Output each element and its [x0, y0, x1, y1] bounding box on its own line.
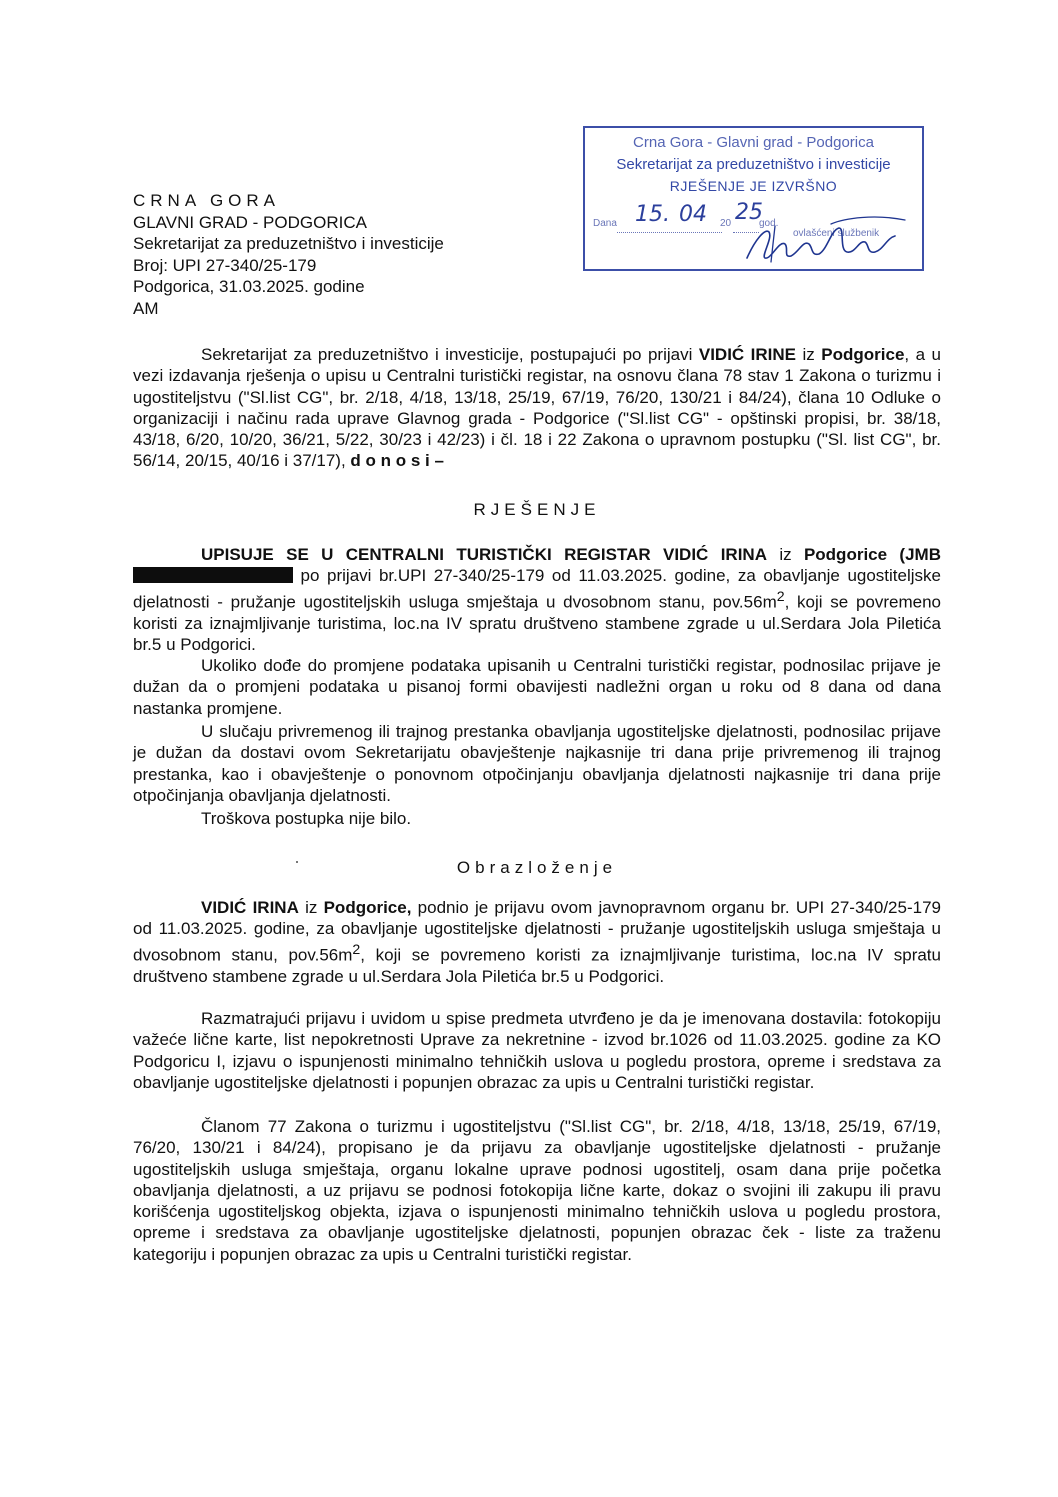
decision-text-3: , koji se povremeno koristi za iznajmljivanje turistima, loc.na IV spratu društveno stambene zgrade u ul.Serdara Jola Piletića br.5 u Podgorici.: [133, 592, 942, 654]
stamp-line-3: RJEŠENJE JE IZVRŠNO: [669, 178, 838, 194]
reasoning-text-3: , koji se povremeno koristi za iznajmljivanje turistima, loc.na IV spratu društveno stambene zgrade u ul.Serdara Jola Piletića br.5 u Podgorici.: [133, 945, 941, 986]
reasoning-text-p3: Članom 77 Zakona o turizmu i ugostiteljstvu ("Sl.list CG", br. 2/18, 4/18, 13/18, 25/19, 67/19, 76/20, 130/21 i 84/24), propisano je da prijavu za obavljanje ugostiteljske djelatnosti - pružanje ugostiteljskih usluga smještaja, organu lokalne uprave podnosi ugostitelj, osam dana prije početka obavljanja djelatnosti, a uz prijavu se podnosi fotokopija lične karte, dokaz o svojini ili zakupu ili pravu korišćenja ugostiteljskog objekta, izjava o ispunjenosti minimalno tehničkih uslova u pogledu prostora, opreme i sredstava za obavljanje ugostiteljske djelatnosti, popunjen obrazac ček - liste za traženu kategoriju i popunjen obrazac za upis u Centralni turistički registar.: [133, 1117, 941, 1264]
enforcement-stamp: [583, 126, 924, 271]
stamp-day: 15.: [635, 202, 670, 227]
decision-text-p2: Ukoliko dođe do promjene podataka upisanih u Centralni turistički registar, podnosilac prijave je dužan da o promjeni podataka u pisanoj formi obavijesti nadležni organ u roku od 8 dana od dana nastanka promjene.: [133, 656, 941, 718]
applicant-name: VIDIĆ IRINE: [698, 345, 797, 364]
reasoning-paragraph: [133, 897, 941, 987]
country-name: CRNA GORA: [133, 191, 281, 210]
applicant-place: Podgorice: [821, 345, 905, 364]
reasoning-text-1: iz: [298, 898, 324, 917]
intro-text-3: , a u vezi izdavanja rješenja o upisu u Centralni turistički registar, na osnovu člana 78 stav 1 Zakona o turizmu i ugostiteljstvu ("Sl.list CG", br. 2/18, 4/18, 13/18, 25/19, 67/19, 76/20, 130/21 i 84/24), člana 10 Odluke o organizaciji i načinu rada uprave Glavnog grada - Podgorice ("Sl.list CG" - opštinski propisi, br. 38/18, 43/18, 6/20, 10/20, 36/21, 5/22, 30/23 i 42/23) i čl. 18 i 22 Zakona o upravnom postupku ("Sl. list CG", br. 56/14, 20/15, 40/16 i 37/17),: [133, 345, 941, 471]
stamp-date-line: [617, 232, 722, 233]
redacted-jmb: [133, 567, 293, 583]
stamp-month: 04: [679, 202, 707, 227]
decision-superscript: 2: [776, 588, 785, 605]
reasoning-place: Podgorice,: [323, 898, 412, 917]
reasoning-title: Obrazloženje: [456, 858, 618, 877]
decision-place: Podgorice (JMB: [803, 545, 941, 564]
handwritten-signature: [735, 210, 915, 270]
department-name: Sekretarijat za preduzetništvo i investicije: [133, 234, 444, 253]
decision-paragraph: [133, 544, 941, 655]
case-number: Broj: UPI 27-340/25-179: [133, 255, 317, 275]
intro-text-1: Sekretarijat za preduzetništvo i investicije, postupajući po prijavi: [201, 345, 699, 364]
decision-text-p4: Troškova postupka nije bilo.: [201, 809, 412, 828]
decision-heading: UPISUJE SE U CENTRALNI TURISTIČKI REGISTAR VIDIĆ IRINA: [201, 545, 767, 564]
decision-text-2: po prijavi br.UPI 27-340/25-179 od 11.03.2025. godine, za obavljanje ugostiteljske djelatnosti - pružanje ugostiteljskih usluga smještaja u dvosobnom stanu, pov.56m: [133, 566, 941, 612]
reasoning-text-p2: Razmatrajući prijavu i uvidom u spise predmeta utvrđeno je da je imenovana dostavila: fotokopiju važeće lične karte, list nepokretnosti Uprave za nekretnine - izvod br.1026 od 11.03.2025. godine za KO Podgoricu I, izjavu o ispunjenosti minimalno tehničkih uslova u pogledu prostora, opreme i sredstava za obavljanje ugostiteljske djelatnosti i popunjen obrazac za upis u Centralni turistički registar.: [133, 1009, 941, 1092]
reasoning-text-2: podnio je prijavu ovom javnopravnom organu br. UPI 27-340/25-179 od 11.03.2025. godine, za obavljanje ugostiteljske djelatnosti - pružanje ugostiteljskih usluga smještaja u dvosobnom stanu, pov.56m: [133, 898, 941, 965]
stamp-dana-label: Dana: [593, 218, 617, 229]
decision-text-p3: U slučaju privremenog ili trajnog prestanka obavljanja ugostiteljske djelatnosti, podnosilac prijave je dužan da dostavi ovom Sekretarijatu obavještenje najkasnije tri dana prije privremenog ili trajnog prestanka, kao i obavještenje o ponovnom otpočinjanju obavljanja djelatnosti najkasnije tri dana prije otpočinjanja obavljanja djelatnosti.: [133, 722, 941, 805]
decision-paragraph-2: [133, 655, 941, 719]
decision-paragraph-3: [133, 721, 941, 806]
intro-text-2: iz: [796, 345, 822, 364]
stamp-god-label: god.: [759, 218, 779, 229]
city-name: GLAVNI GRAD - PODGORICA: [133, 212, 367, 232]
reasoning-paragraph-2: [133, 1008, 941, 1093]
stamp-line-1: Crna Gora - Glavni grad - Podgorica: [633, 134, 874, 151]
decision-paragraph-4: [133, 808, 941, 829]
reasoning-name: VIDIĆ IRINA: [201, 898, 299, 917]
document-date: Podgorica, 31.03.2025. godine: [133, 277, 365, 296]
author-initials: AM: [133, 298, 159, 318]
stamp-official-label: ovlašćeni službenik: [793, 228, 880, 239]
reasoning-paragraph-3: [133, 1116, 941, 1265]
donosi-word: d o n o s i –: [350, 451, 444, 471]
stamp-year-prefix: 20: [720, 218, 732, 229]
stamp-year-suffix: 25: [735, 200, 763, 225]
decision-title: RJEŠENJE: [473, 500, 601, 519]
document-header: [133, 190, 444, 319]
stamp-line-2: Sekretarijat za preduzetništvo i investicije: [616, 156, 891, 173]
reasoning-superscript: 2: [352, 941, 361, 958]
decision-text-1: iz: [766, 545, 804, 564]
intro-paragraph: [133, 344, 941, 472]
